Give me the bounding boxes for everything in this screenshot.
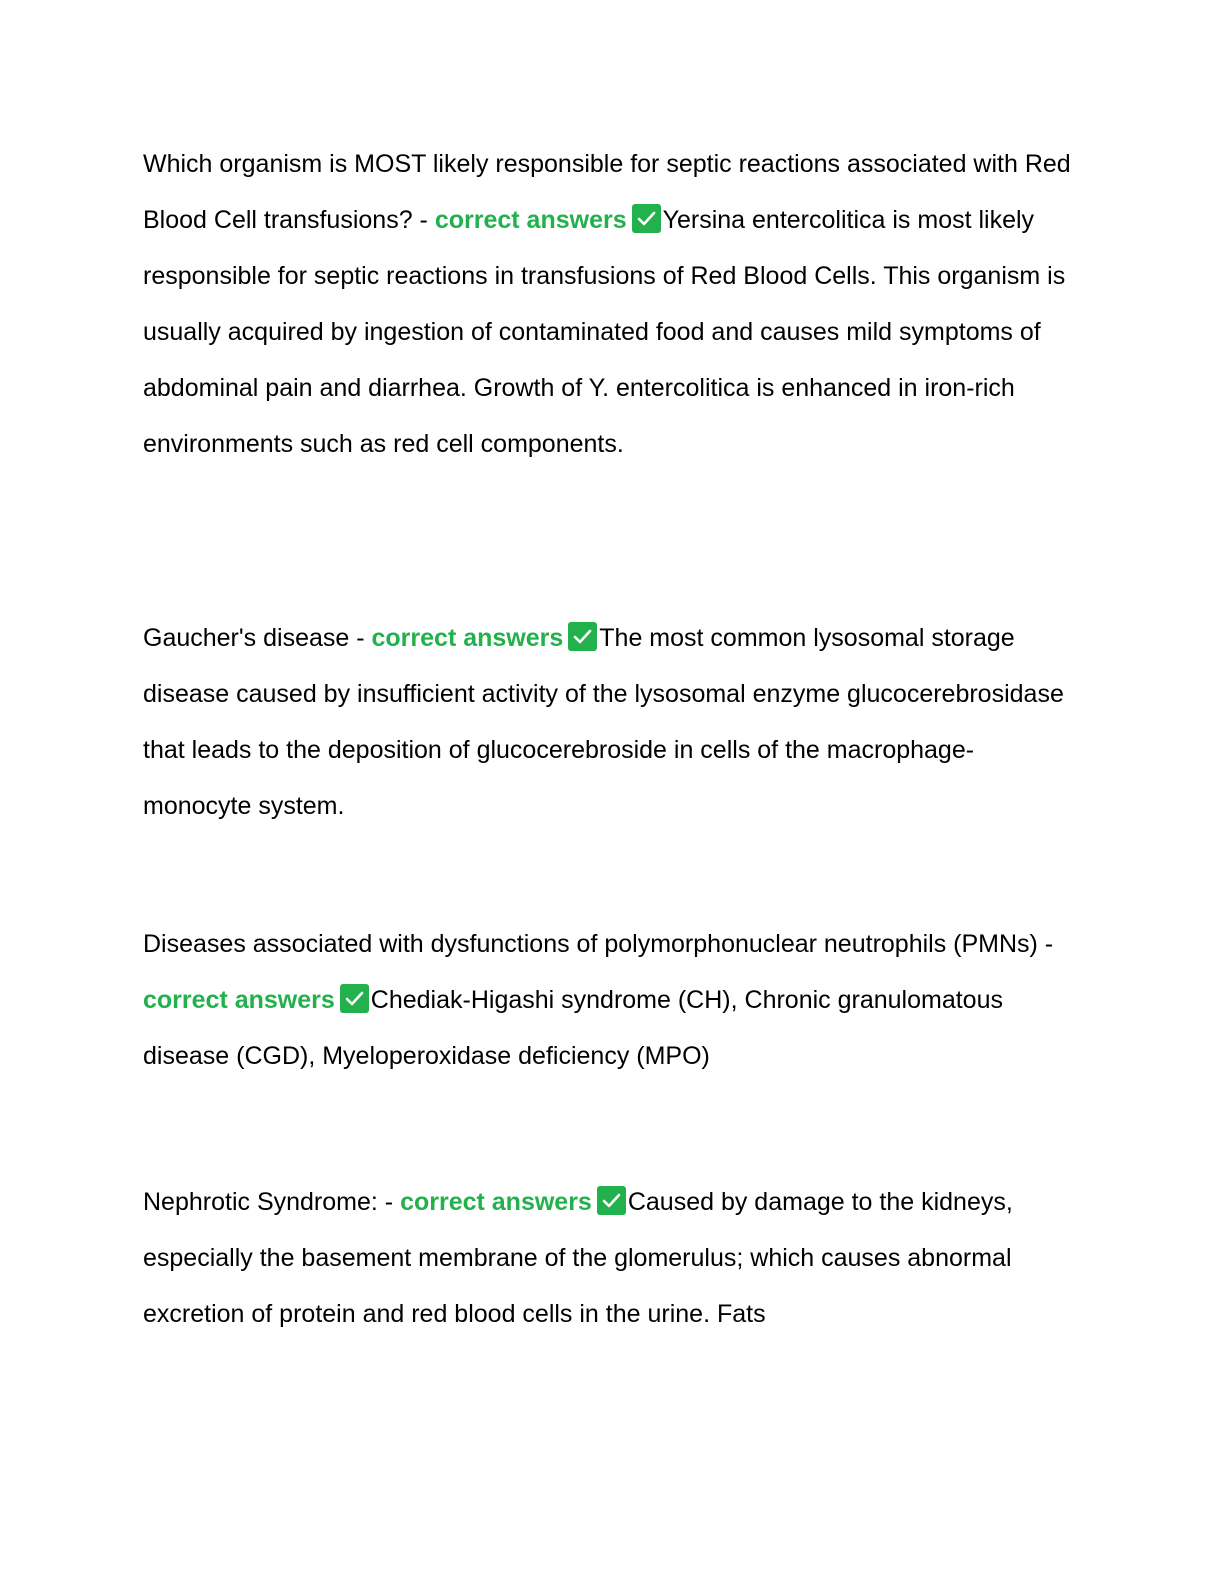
question-text: Gaucher's disease - bbox=[143, 624, 365, 652]
question-text: Nephrotic Syndrome: - bbox=[143, 1188, 394, 1216]
check-mark-icon bbox=[340, 984, 369, 1013]
qa-item bbox=[143, 136, 1073, 472]
check-mark-icon bbox=[632, 204, 661, 233]
check-mark-icon bbox=[597, 1186, 626, 1215]
question-text: Which organism is MOST likely responsible for septic reactions associated with Red Blood Cell transfusions? - bbox=[143, 150, 1071, 234]
question-text: Diseases associated with dysfunctions of polymorphonuclear neutrophils (PMNs) - bbox=[143, 930, 1054, 958]
answer-text: Chediak-Higashi syndrome (CH), Chronic granulomatous disease (CGD), Myeloperoxidase deficiency (MPO) bbox=[143, 986, 1003, 1070]
answer-text: Yersina entercolitica is most likely responsible for septic reactions in transfusions of Red Blood Cells. This organism is usually acquired by ingestion of contaminated food and causes mild symptoms of abdominal pain and diarrhea. Growth of Y. entercolitica is enhanced in iron-rich environments such as red cell components. bbox=[143, 206, 1066, 458]
correct-answers-label: correct answers bbox=[371, 624, 564, 652]
qa-item bbox=[143, 916, 1073, 1084]
answer-text: Caused by damage to the kidneys, especially the basement membrane of the glomerulus; which causes abnormal excretion of protein and red blood cells in the urine. Fats bbox=[143, 1188, 1013, 1328]
check-mark-icon bbox=[568, 622, 597, 651]
correct-answers-label: correct answers bbox=[400, 1188, 592, 1216]
correct-answers-label: correct answers bbox=[143, 986, 335, 1014]
correct-answers-label: correct answers bbox=[434, 206, 627, 234]
qa-item bbox=[143, 1174, 1073, 1342]
answer-text: The most common lysosomal storage disease caused by insufficient activity of the lysosomal enzyme glucocerebrosidase that leads to the deposition of glucocerebroside in cells of the macrophage-monocyte system. bbox=[143, 624, 1064, 820]
qa-item bbox=[143, 610, 1073, 834]
